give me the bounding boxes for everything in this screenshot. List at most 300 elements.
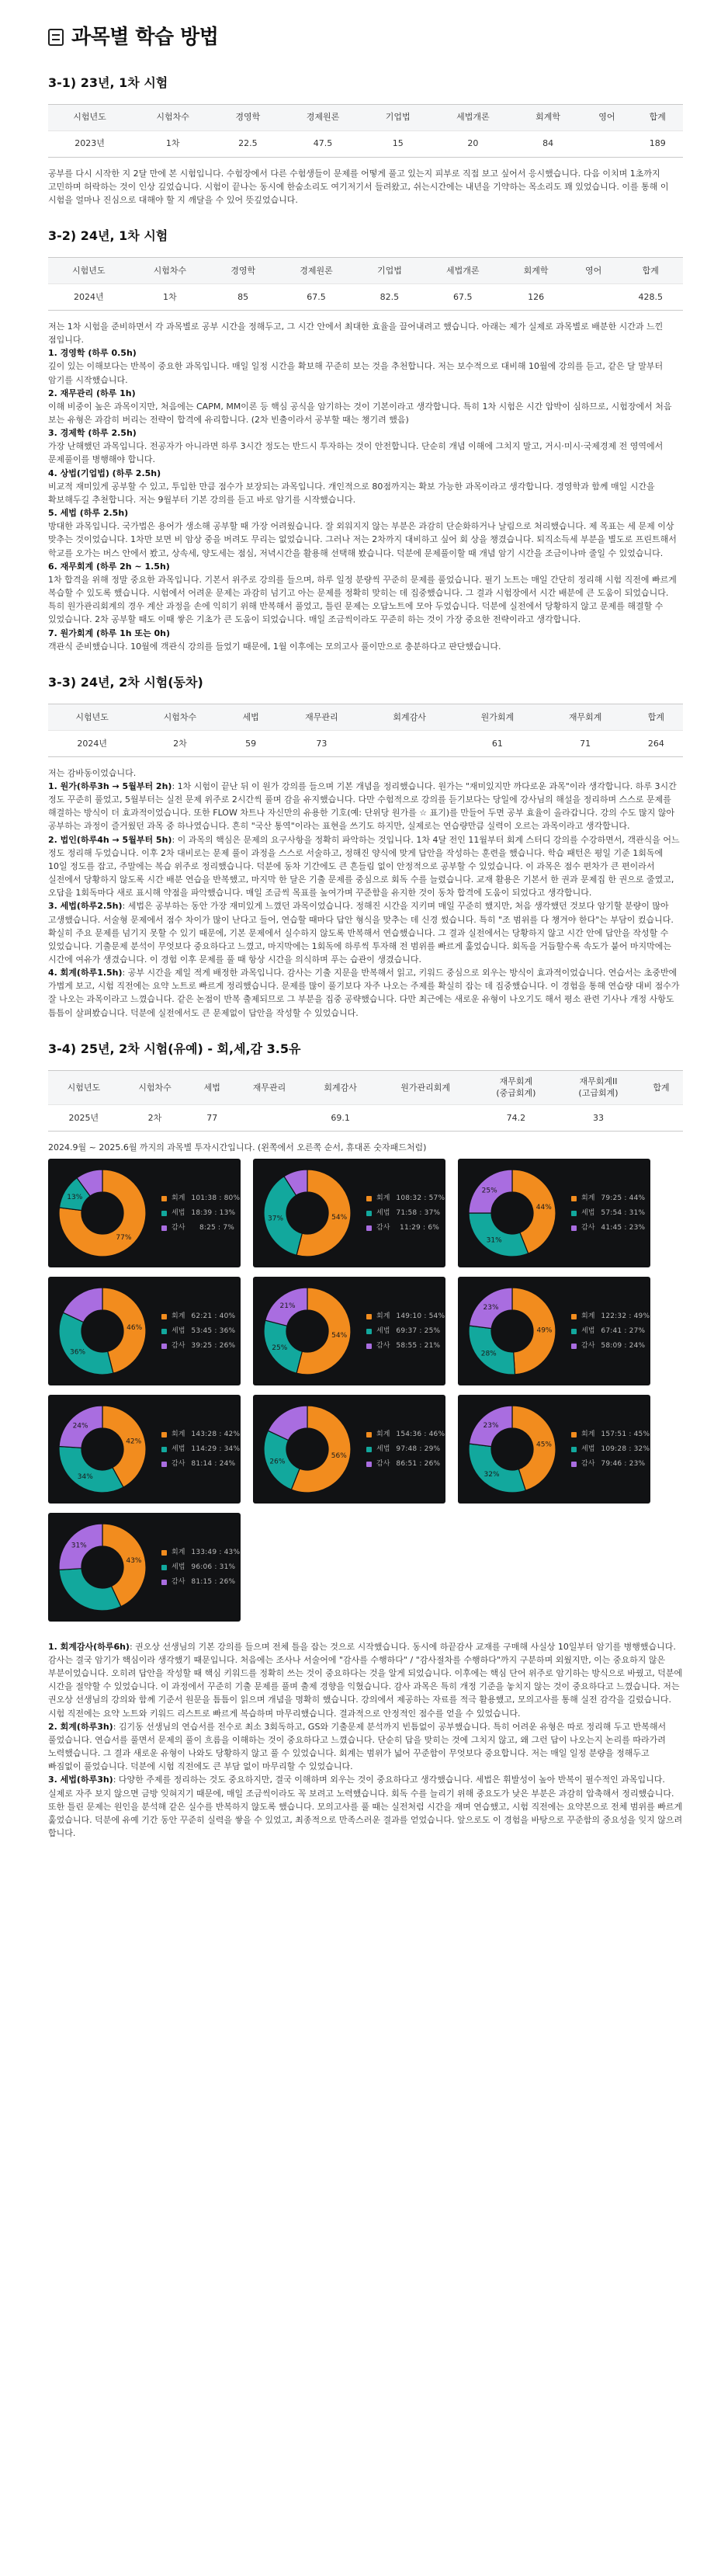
table-cell: 15 (365, 130, 432, 157)
legend-swatch (366, 1329, 372, 1334)
study-time-tile (253, 1277, 445, 1385)
column-header: 합계 (619, 257, 684, 283)
tile-legend (571, 1427, 650, 1472)
legend-swatch (571, 1447, 577, 1452)
column-header: 경영학 (214, 104, 281, 130)
column-header: 기업법 (357, 257, 422, 283)
legend-swatch (161, 1211, 167, 1216)
column-header: 세법개론 (432, 104, 515, 130)
table-cell: 2차 (120, 1104, 191, 1131)
legend-row (161, 1457, 234, 1472)
column-header: 합계 (639, 1070, 683, 1104)
study-time-tile (48, 1277, 241, 1385)
table-cell: 2025년 (48, 1104, 120, 1131)
legend-swatch (161, 1565, 167, 1570)
page-title (48, 22, 683, 54)
legend-subject: 회계 (581, 1430, 595, 1438)
tile-legend (366, 1309, 445, 1354)
legend-subject: 감사 (376, 1459, 390, 1468)
item-title: 2. 법인(하루4h → 5월부터 5h) (48, 834, 172, 845)
list-item (48, 506, 683, 560)
donut-slice-tax (59, 1446, 123, 1493)
donut-slice-label: 31% (486, 1236, 502, 1245)
section-heading-2025-2: 3-4) 25년, 2차 시험(유예) - 회,세,감 3.5유 (48, 1041, 301, 1056)
legend-swatch (366, 1432, 372, 1437)
legend-subject: 세법 (172, 1326, 185, 1335)
legend-subject: 회계 (172, 1548, 185, 1556)
item-title: 2. 재무관리 (하루 1h) (48, 388, 136, 398)
list-item (48, 1640, 683, 1720)
donut-chart (262, 1286, 352, 1376)
legend-time: 11:29 : 6% (400, 1223, 439, 1232)
table-cell: 47.5 (281, 130, 364, 157)
item-body: : 김기동 선생님의 연습서를 전수로 최소 3회독하고, GS와 기출문제 분석까지 빈틈없이 공부했습니다. 특히 어려운 유형은 따로 정리해 두고 반복해서 풀었습니다. 연습서를 풀면서 문제의 풀이 흐름을 이해하는 것이 중요하다고 느꼈습니다. 단순히 답을 맞히는 것에 그치지 않고, 왜 그런 답이 나오는지 논리를 따라가려 노력했습니다. 그 결과 새로운 유형이 나와도 당황하지 않고 풀 수 있었습니다. 회계는 범위가 넓어 꾸준함이 무엇보다 중요합니다. 저는 매일 일정 분량을 정해두고 빠짐없이 풀었습니다. 덕분에 시험 직전에도 큰 부담 없이 마무리할 수 있었습니다. (48, 1721, 667, 1772)
column-header: 재무관리 (278, 704, 366, 730)
item-body: 깊이 있는 이해보다는 반복이 중요한 과목입니다. 매일 일정 시간을 확보해 꾸준히 보는 것을 추천합니다. 저는 보수적으로 대비해 10월에 강의를 듣고, 같은 달 말부터 암기를 시작했습니다. (48, 361, 664, 385)
table-cell: 2024년 (48, 283, 130, 310)
legend-swatch (366, 1196, 372, 1201)
legend-swatch (366, 1447, 372, 1452)
legend-subject: 회계 (581, 1312, 595, 1320)
column-header: 합계 (629, 704, 683, 730)
column-header: 시험차수 (130, 257, 211, 283)
table-cell (639, 1104, 683, 1131)
legend-time: 133:49 : 43% (191, 1548, 241, 1556)
section-heading-2024-2: 3-3) 24년, 2차 시험(동차) (48, 674, 203, 690)
legend-row (161, 1575, 234, 1590)
column-header: 시험차수 (120, 1070, 191, 1104)
donut-slice-label: 56% (331, 1451, 347, 1460)
legend-swatch (161, 1314, 167, 1319)
legend-swatch (366, 1225, 372, 1231)
legend-time: 96:06 : 31% (191, 1563, 236, 1571)
item-title: 5. 세법 (하루 2.5h) (48, 508, 129, 519)
tile-legend (161, 1309, 234, 1354)
legend-swatch (571, 1211, 577, 1216)
list-item (48, 833, 683, 900)
item-body: : 세법은 공부하는 동안 가장 재미있게 느꼈던 과목이었습니다. 정해진 시간을 지키며 매일 꾸준히 했지만, 처음 생각했던 것보다 암기할 분량이 많아 고생했습니다. 서술형 문제에서 점수 차이가 많이 난다고 들어, 연습할 때마다 답안 형식을 맞추는 데 신경 썼습니다. 특히 "조 범위를 다 챙겨야 한다"는 부담이 컸습니다. 확실히 주요 문제를 넘기지 못할 수 있기 때문에, 기본 문제에서 실수하지 않도록 반복해서 연습했습니다. 그 결과 실전에서는 당황하지 않고 시간 안에 답안을 작성할 수 있었습니다. 기출문제 분석이 무엇보다 중요하다고 느꼈고, 마지막에는 1회독에 하루씩 투자해 전 범위를 빠르게 훑었습니다. 회독을 거듭할수록 속도가 붙어 마지막에는 시간에 여유가 생겼습니다. 이 경험 이후 문제를 풀 때 항상 시간을 의식하며 푸는 습관이 생겼습니다. (48, 901, 674, 965)
tile-legend (366, 1191, 445, 1236)
donut-slice-label: 23% (483, 1303, 499, 1312)
tile-legend (571, 1309, 650, 1354)
page-title-text: 과목별 학습 방법 (71, 26, 219, 49)
legend-time: 67:41 : 27% (601, 1326, 646, 1335)
donut-chart (262, 1168, 352, 1258)
study-time-dashboard-grid (48, 1159, 683, 1622)
column-header: 회계학 (504, 257, 569, 283)
study-time-tile (48, 1395, 241, 1504)
legend-swatch (571, 1462, 577, 1467)
legend-subject: 세법 (376, 1444, 390, 1453)
legend-row (571, 1339, 644, 1354)
donut-slice-label: 24% (72, 1422, 88, 1431)
table-cell: 264 (629, 730, 683, 756)
item-title: 2. 회계(하루3h) (48, 1721, 113, 1732)
item-body: : 1차 시험이 끝난 뒤 이 원가 강의를 들으며 기본 개념을 정리했습니다. 원가는 "재미있지만 까다로운 과목"이라 생각합니다. 하루 3시간 정도 꾸준히 풀었고, 5월부터는 실전 문제 위주로 2시간씩 풀며 감을 유지했습니다. 다만 수험적으로 강의를 듣기보다는 당일에 강사님의 해설을 정리하며 스스로 문제를 해결하는 방식이 더 효과적이었습니다. 또한 FLOW 차트나 자신만의 유용한 기호(예: 단위당 원가를 ☆ 표기)를 만들어 두면 공부 효율이 올라갑니다. 강의 수도 많지 않아 공부하는 과정이 즐거웠던 과목 중 하나였습니다. 흔히 "국산 통역"이라는 표현을 쓰기도 하지만, 실제로는 연습량만큼 실력이 오르는 과목이라고 생각합니다. (48, 780, 677, 832)
item-title: 7. 원가회계 (하루 1h 또는 0h) (48, 627, 171, 638)
legend-swatch (366, 1462, 372, 1467)
legend-row (161, 1560, 234, 1575)
item-title: 6. 재무회계 (하루 2h ~ 1.5h) (48, 561, 170, 572)
item-title: 1. 회계감사(하루6h) (48, 1641, 130, 1652)
legend-time: 57:54 : 31% (601, 1208, 646, 1217)
column-header: 세법개론 (422, 257, 504, 283)
legend-time: 157:51 : 45% (601, 1430, 650, 1438)
item-title: 1. 경영학 (하루 0.5h) (48, 348, 137, 359)
legend-time: 143:28 : 42% (191, 1430, 241, 1438)
list-item (48, 627, 683, 653)
legend-time: 58:55 : 21% (396, 1341, 441, 1350)
donut-chart (57, 1404, 147, 1494)
legend-time: 39:25 : 26% (191, 1341, 236, 1350)
column-header: 회계학 (515, 104, 581, 130)
table-cell: 189 (633, 130, 683, 157)
legend-subject: 감사 (581, 1223, 595, 1232)
list-item (48, 346, 683, 386)
table-cell: 428.5 (619, 283, 684, 310)
legend-row (366, 1309, 445, 1324)
item-body: 객관식 준비했습니다. 10월에 객관식 강의를 들었기 때문에, 1월 이후에는 모의고사 풀이만으로 충분하다고 판단했습니다. (48, 641, 501, 652)
item-body: 저는 감바동이었습니다. (48, 767, 137, 778)
donut-slice-label: 45% (536, 1441, 552, 1449)
column-header: 시험차수 (131, 104, 214, 130)
item-title: 3. 세법(하루2.5h) (48, 901, 123, 912)
legend-swatch (161, 1225, 167, 1231)
document-icon (48, 29, 64, 46)
column-header: 회계감사 (366, 704, 453, 730)
donut-slice-tax (469, 1444, 525, 1493)
study-time-tile (253, 1159, 445, 1267)
legend-subject: 세법 (172, 1444, 185, 1453)
table-cell: 20 (432, 130, 515, 157)
column-header: 경제원론 (281, 104, 364, 130)
column-header: 영어 (569, 257, 619, 283)
legend-swatch (571, 1314, 577, 1319)
legend-subject: 회계 (172, 1430, 185, 1438)
donut-slice-label: 49% (536, 1326, 553, 1335)
legend-swatch (571, 1432, 577, 1437)
legend-row (161, 1427, 241, 1442)
table-cell: 2차 (136, 730, 224, 756)
legend-row (161, 1206, 234, 1221)
legend-time: 149:10 : 54% (396, 1312, 445, 1320)
legend-row (571, 1191, 644, 1206)
legend-subject: 회계 (172, 1194, 185, 1202)
list-item (48, 767, 683, 780)
legend-row (366, 1339, 439, 1354)
legend-row (571, 1221, 644, 1236)
study-time-tile (48, 1159, 241, 1267)
table-cell: 61 (453, 730, 541, 756)
table-cell (234, 1104, 305, 1131)
tile-legend (161, 1545, 241, 1590)
table-cell: 126 (504, 283, 569, 310)
legend-row (161, 1324, 234, 1339)
legend-row (366, 1324, 439, 1339)
legend-time: 154:36 : 46% (396, 1430, 445, 1438)
table-cell: 82.5 (357, 283, 422, 310)
legend-row (366, 1427, 445, 1442)
column-header: 재무회계 (중급회계) (475, 1070, 557, 1104)
legend-subject: 감사 (581, 1459, 595, 1468)
legend-subject: 세법 (581, 1444, 595, 1453)
legend-swatch (161, 1580, 167, 1585)
score-table-2025-2 (48, 1070, 683, 1132)
tile-legend (571, 1191, 644, 1236)
column-header: 재무회계II (고급회계) (557, 1070, 639, 1104)
item-body: : 이 과목의 핵심은 문제의 요구사항을 정확히 파악하는 것입니다. 1차 4달 전인 11월부터 회계 스터디 강의를 수강하면서, 객관식을 어느 정도 정리해 두었습니다. 이후 2차 대비로는 문제 풀이 과정을 스스로 서술하고, 정해진 양식에 맞게 답안을 작성하는 훈련을 했습니다. 학습 패턴은 평일 기준 1회독에 10일 정도를 잡고, 주말에는 복습 위주로 정리했습니다. 덕분에 동차 기간에도 큰 흔들림 없이 안정적으로 공부할 수 있었습니다. 이 과목은 점수 편차가 큰 편이라서 실전에서 당황하지 않도록 시간 배분 연습을 반복했고, 마지막 한 달은 기출 문제를 중심으로 회독 수를 늘렸습니다. 교재 활용은 기본서 한 권과 문제집 한 권으로 줄였고, 오답을 1회독마다 새로 표시해 약점을 파악했습니다. 매일 조금씩 목표를 높여가며 꾸준함을 유지한 것이 동차 합격에 도움이 되었다고 생각합니다. (48, 834, 680, 899)
legend-row (366, 1221, 439, 1236)
legend-time: 86:51 : 26% (396, 1459, 441, 1468)
legend-subject: 세법 (172, 1208, 185, 1217)
item-body: : 공부 시간을 제일 적게 배정한 과목입니다. 감사는 기출 지문을 반복해서 읽고, 키워드 중심으로 외우는 방식이 효과적이었습니다. 연습서는 초중반에 가볍게 보고, 시험 직전에는 요약 노트로 빠르게 정리했습니다. 문제를 많이 풀기보다 자주 나오는 주제를 확실히 잡는 데 집중했습니다. 이 경험을 통해 연습량 대비 점수가 잘 나오는 과목이라고 느꼈습니다. 같은 논점이 반복 출제되므로 그 부분을 집중 공략했습니다. 다만 최근에는 새로운 유형이 나오기도 해서 평소 관련 기사나 개정 사항도 틈틈이 살펴봤습니다. 덕분에 실전에서도 큰 문제없이 답안을 작성할 수 있었습니다. (48, 968, 680, 1018)
legend-time: 69:37 : 25% (396, 1326, 441, 1335)
section-heading-2024-1: 3-2) 24년, 1차 시험 (48, 228, 168, 243)
donut-slice-label: 32% (484, 1470, 500, 1479)
legend-swatch (571, 1344, 577, 1349)
legend-row (366, 1457, 439, 1472)
item-body: 비교적 재미있게 공부할 수 있고, 투입한 만큼 점수가 보장되는 과목입니다. 개인적으로 80점까지는 확보 가능한 과목이라고 생각합니다. 경영학과 함께 매일 시간을 확보해두길 추천합니다. 저는 9월부터 기본 강의를 듣고 바로 암기를 시작했습니다. (48, 481, 655, 505)
paragraph-2024-1 (48, 320, 683, 653)
column-header: 경영학 (210, 257, 276, 283)
item-body: 이해 비중이 높은 과목이지만, 처음에는 CAPM, MM이론 등 핵심 공식을 암기하는 것이 기본이라고 생각합니다. 특히 1차 시험은 시간 압박이 심하므로, 시험장에서 처음 보는 유형은 과감히 버리는 전략이 합격에 유리합니다. (2차 빈출이라서 공부할 때는 챙기려 했음) (48, 401, 672, 426)
legend-subject: 감사 (172, 1459, 185, 1468)
legend-row (366, 1191, 445, 1206)
table-cell: 1차 (131, 130, 214, 157)
legend-swatch (161, 1447, 167, 1452)
item-body: : 권오상 선생님의 기본 강의를 들으며 전체 틀을 잡는 것으로 시작했습니다. 동시에 하끝감사 교재를 구매해 사실상 10일부터 암기를 병행했습니다. 감사는 결국 암기가 핵심이라 생각했기 때문입니다. 처음에는 조사나 서술어에 "감사를 수행하다" / "감사절차를 수행하다"까지 구분하며 외웠지만, 이는 중요하지 않은 부분이었습니다. 오히려 답안을 작성할 때 핵심 키워드를 정확히 쓰는 것이 중요하다는 것을 알게 되었습니다. 이후에는 핵심 단어 위주로 암기하는 방식으로 바꿨고, 덕분에 시간을 절약할 수 있었습니다. 이 과정에서 꾸준히 기출 문제를 풀며 출제 경향을 익혔습니다. 감사 과목은 특히 개정 기준을 놓치지 않는 것이 중요하다고 느꼈습니다. 저는 권오상 선생님의 강의와 함께 기준서 원문을 틈틈이 읽으며 개념을 명확히 했습니다. 강의에서 제공하는 자료를 적극 활용했고, 모의고사를 통해 실전 감각을 길렀습니다. 시험 직전에는 요약 노트와 키워드 리스트로 빠르게 복습하며 마무리했습니다. 결과적으로 안정적인 점수를 얻을 수 있었습니다. (48, 1641, 683, 1719)
legend-subject: 감사 (581, 1341, 595, 1350)
legend-time: 62:21 : 40% (191, 1312, 236, 1320)
tile-legend (161, 1191, 241, 1236)
table-cell: 73 (278, 730, 366, 756)
legend-time: 79:25 : 44% (601, 1194, 646, 1202)
legend-row (161, 1545, 241, 1560)
paragraph-2023-1 (48, 167, 683, 207)
legend-row (161, 1309, 234, 1324)
legend-row (571, 1206, 644, 1221)
list-item (48, 387, 683, 426)
study-time-tile (253, 1395, 445, 1504)
item-title: 4. 회계(하루1.5h) (48, 968, 123, 979)
column-header: 재무관리 (234, 1070, 305, 1104)
legend-time: 71:58 : 37% (396, 1208, 441, 1217)
donut-slice-label: 77% (116, 1233, 132, 1242)
legend-time: 122:32 : 49% (601, 1312, 650, 1320)
table-cell: 33 (557, 1104, 639, 1131)
table-cell: 2023년 (48, 130, 131, 157)
donut-chart (467, 1286, 557, 1376)
legend-subject: 세법 (376, 1208, 390, 1217)
paragraph-intro: 저는 1차 시험을 준비하면서 각 과목별로 공부 시간을 정해두고, 그 시간 안에서 최대한 효율을 끌어내려고 했습니다. 아래는 제가 실제로 과목별로 배분한 시간과 느낀 점입니다. (48, 321, 664, 346)
table-cell: 84 (515, 130, 581, 157)
table-cell (581, 130, 632, 157)
donut-slice-label: 25% (272, 1344, 288, 1352)
item-title: 3. 세법(하루3h) (48, 1775, 113, 1785)
legend-time: 97:48 : 29% (396, 1444, 441, 1453)
donut-chart (57, 1522, 147, 1612)
column-header: 기업법 (365, 104, 432, 130)
legend-time: 53:45 : 36% (191, 1326, 236, 1335)
legend-subject: 세법 (376, 1326, 390, 1335)
legend-subject: 감사 (376, 1223, 390, 1232)
table-cell: 2024년 (48, 730, 136, 756)
donut-slice-label: 44% (536, 1204, 552, 1212)
legend-row (161, 1339, 234, 1354)
column-header: 경제원론 (276, 257, 357, 283)
donut-slice-label: 34% (77, 1472, 93, 1481)
legend-subject: 감사 (172, 1223, 185, 1232)
list-item (48, 426, 683, 466)
legend-swatch (366, 1314, 372, 1319)
score-table-2024-2 (48, 704, 683, 757)
item-body: 1차 합격을 위해 정말 중요한 과목입니다. 기본서 위주로 강의를 들으며, 하루 일정 분량씩 꾸준히 문제를 풀었습니다. 필기 노트는 매일 간단히 정리해 시험 직전에 빠르게 복습할 수 있도록 했습니다. 시험에서 어려운 문제는 과감히 넘기고 아는 문제를 정확히 맞히는 데 집중했습니다. 그 결과 시험장에서 시간 배분에 큰 도움이 되었습니다. 특히 원가관리회계의 경우 계산 과정을 손에 익히기 위해 반복해서 풀었고, 틀린 문제는 오답노트에 모아 두었습니다. 덕분에 실전에서 당황하지 않고 문제를 해결할 수 있었습니다. 2차 공부할 때도 이때 쌓은 기초가 큰 도움이 되었습니다. 매일 조금씩이라도 꾸준히 하는 것이 가장 중요한 전략이라고 생각합니다. (48, 574, 677, 625)
table-cell: 67.5 (276, 283, 357, 310)
legend-subject: 회계 (581, 1194, 595, 1202)
table-cell: 71 (542, 730, 629, 756)
legend-row (366, 1442, 439, 1457)
column-header: 시험년도 (48, 704, 136, 730)
legend-row (161, 1221, 234, 1236)
study-time-tile (458, 1395, 650, 1504)
item-title: 3. 경제학 (하루 2.5h) (48, 428, 137, 439)
column-header: 원가관리회계 (376, 1070, 474, 1104)
legend-swatch (161, 1550, 167, 1556)
donut-slice-label: 46% (127, 1323, 143, 1332)
paragraph-text: 공부를 다시 시작한 지 2달 만에 본 시험입니다. 수험장에서 다른 수험생들이 문제를 어떻게 풀고 있는지 피부로 직접 보고 싶어서 응시했습니다. 다음 이치며 1초까지 고민하며 허락하는 것이 인상 깊었습니다. 시험이 끝나는 동시에 한숨소리도 여기저기서 들려왔고, 쉬는시간에는 내년을 기약하는 목소리도 꽤 있었습니다. 이를 통해 이 시험을 얼마나 진심으로 대해야 할 지 깨달을 수 있어 뜻깊었습니다. (48, 168, 669, 205)
table-cell: 77 (190, 1104, 234, 1131)
legend-time: 41:45 : 23% (601, 1223, 646, 1232)
legend-swatch (161, 1462, 167, 1467)
study-time-caption: 2024.9월 ~ 2025.6월 까지의 과목별 투자시간입니다. (왼쪽에서 오른쪽 순서, 휴대폰 숫자패드처럼) (48, 1142, 427, 1152)
list-item (48, 899, 683, 966)
donut-chart (467, 1168, 557, 1258)
item-body: 방대한 과목입니다. 국가법은 용어가 생소해 공부할 때 가장 어려웠습니다. 잘 외워지지 않는 부분은 과감히 단순화하거나 날림으로 처리했습니다. 제 목표는 세 문제 이상 맞추는 것이었습니다. 1차만 보면 비 암상 중을 버려도 무리는 없었습니다. 그러나 저는 2차까지 대비하고 싶어 회 상을 챙겼습니다. 퇴직소득세 부분을 별도로 프린트해서 학교를 오가는 버스 안에서 봤고, 상속세, 양도세는 점심, 저녁시간을 활용해 선택해 봤습니다. 덕분에 문제풀이할 때 개념 암기 시간을 조금이나마 줄일 수 있었습니다. (48, 521, 677, 558)
legend-swatch (571, 1329, 577, 1334)
item-body: 가장 난해했던 과목입니다. 전공자가 아니라면 하루 3시간 정도는 반드시 투자하는 것이 안전합니다. 단순히 개념 이해에 그치지 말고, 거시·미시·국제경제 전 영역에서 문제풀이를 병행해야 합니다. (48, 441, 664, 465)
legend-swatch (161, 1432, 167, 1437)
legend-time: 109:28 : 32% (601, 1444, 650, 1453)
legend-time: 81:14 : 24% (191, 1459, 236, 1468)
score-table-2023-1 (48, 104, 683, 158)
table-cell: 69.1 (305, 1104, 376, 1131)
legend-subject: 회계 (376, 1430, 390, 1438)
table-cell (376, 1104, 474, 1131)
donut-slice-label: 21% (279, 1302, 296, 1311)
donut-slice-label: 42% (126, 1437, 142, 1446)
donut-slice-label: 26% (269, 1458, 286, 1466)
legend-subject: 감사 (376, 1341, 390, 1350)
list-item (48, 780, 683, 833)
legend-subject: 감사 (172, 1577, 185, 1586)
legend-time: 79:46 : 23% (601, 1459, 646, 1468)
donut-slice-tax (469, 1213, 529, 1257)
section-heading-2023-1: 3-1) 23년, 1차 시험 (48, 75, 168, 90)
item-title: 4. 상법(기업법) (하루 2.5h) (48, 468, 161, 478)
list-item (48, 467, 683, 506)
legend-subject: 세법 (172, 1563, 185, 1571)
table-cell: 1차 (130, 283, 211, 310)
column-header: 재무회계 (542, 704, 629, 730)
donut-slice-label: 43% (126, 1556, 142, 1565)
legend-time: 8:25 : 7% (199, 1223, 234, 1232)
table-cell: 67.5 (422, 283, 504, 310)
donut-chart (467, 1404, 557, 1494)
donut-slice-label: 25% (481, 1187, 497, 1195)
donut-slice-label: 54% (331, 1332, 348, 1340)
table-cell (569, 283, 619, 310)
donut-chart (57, 1168, 147, 1258)
column-header: 회계감사 (305, 1070, 376, 1104)
donut-slice-label: 37% (268, 1215, 284, 1223)
legend-subject: 세법 (581, 1208, 595, 1217)
donut-slice-tax (59, 1569, 121, 1611)
column-header: 세법 (224, 704, 278, 730)
column-header: 시험년도 (48, 257, 130, 283)
paragraph-2025-2 (48, 1640, 683, 1840)
table-cell: 59 (224, 730, 278, 756)
legend-swatch (161, 1329, 167, 1334)
paragraph-2024-2 (48, 767, 683, 1020)
donut-slice-label: 23% (483, 1421, 499, 1430)
legend-subject: 감사 (172, 1341, 185, 1350)
donut-slice-label: 36% (70, 1348, 86, 1357)
legend-time: 114:29 : 34% (191, 1444, 241, 1453)
score-table-2024-1 (48, 257, 683, 311)
legend-subject: 회계 (172, 1312, 185, 1320)
legend-swatch (161, 1196, 167, 1201)
legend-swatch (366, 1344, 372, 1349)
donut-slice-label: 31% (71, 1542, 87, 1550)
legend-row (366, 1206, 439, 1221)
donut-slice-tax (59, 1312, 113, 1375)
column-header: 영어 (581, 104, 632, 130)
legend-swatch (366, 1211, 372, 1216)
list-item (48, 560, 683, 627)
legend-row (571, 1324, 644, 1339)
table-cell: 22.5 (214, 130, 281, 157)
table-cell (366, 730, 453, 756)
legend-row (571, 1309, 650, 1324)
donut-chart (57, 1286, 147, 1376)
study-time-tile (458, 1277, 650, 1385)
column-header: 시험년도 (48, 1070, 120, 1104)
list-item (48, 1720, 683, 1774)
legend-time: 81:15 : 26% (191, 1577, 236, 1586)
tile-legend (161, 1427, 241, 1472)
legend-row (571, 1457, 644, 1472)
legend-row (571, 1442, 650, 1457)
donut-slice-label: 13% (67, 1193, 83, 1201)
column-header: 시험차수 (136, 704, 224, 730)
item-title: 1. 원가(하루3h → 5월부터 2h) (48, 780, 172, 791)
legend-row (161, 1442, 241, 1457)
legend-time: 108:32 : 57% (396, 1194, 445, 1202)
tile-legend (366, 1427, 445, 1472)
legend-swatch (571, 1225, 577, 1231)
legend-time: 58:09 : 24% (601, 1341, 646, 1350)
item-body: : 다양한 주제를 정리하는 것도 중요하지만, 결국 이해하며 외우는 것이 중요하다고 생각했습니다. 세법은 휘발성이 높아 반복이 필수적인 과목입니다. 실제로 자주 보지 않으면 금방 잊혀지기 때문에, 매일 조금씩이라도 꼭 보려고 노력했습니다. 회독 수를 늘리기 위해 중요도가 낮은 부분은 과감히 압축해서 정리했습니다. 또한 틀린 문제는 원인을 분석해 같은 실수를 반복하지 않도록 했습니다. 모의고사를 풀 때는 실전처럼 시간을 재며 연습했고, 시험 직전에는 요약본으로 전체 범위를 빠르게 훑었습니다. 덕분에 유예 기간 동안 꾸준히 실력을 쌓을 수 있었고, 최종적으로 만족스러운 결과를 얻었습니다. 앞으로도 이 경험을 바탕으로 꾸준함의 중요성을 잊지 않으려 합니다. (48, 1775, 683, 1839)
table-cell: 74.2 (475, 1104, 557, 1131)
table-cell: 85 (210, 283, 276, 310)
donut-slice-label: 54% (331, 1214, 348, 1222)
donut-chart (262, 1404, 352, 1494)
column-header: 합계 (633, 104, 683, 130)
legend-time: 18:39 : 13% (191, 1208, 236, 1217)
legend-subject: 세법 (581, 1326, 595, 1335)
legend-time: 101:38 : 80% (191, 1194, 241, 1202)
legend-swatch (571, 1196, 577, 1201)
